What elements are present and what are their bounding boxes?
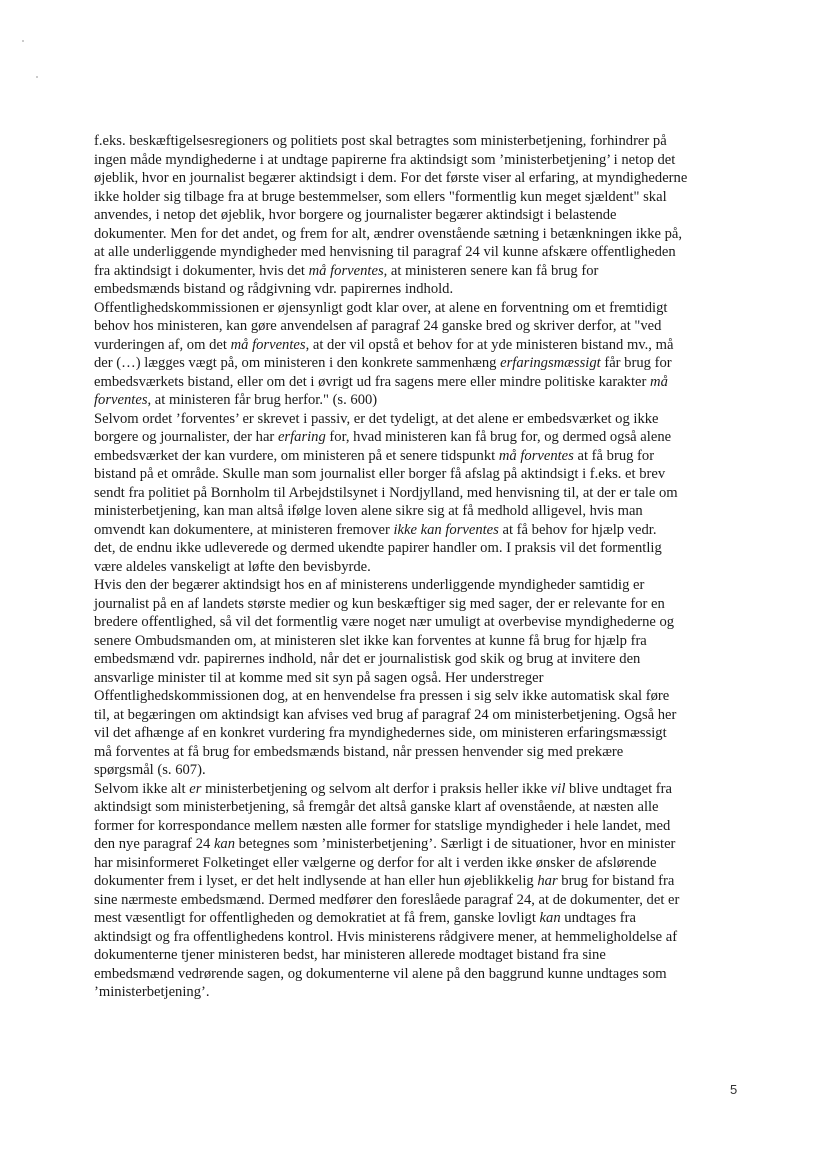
text-run: embedsmænds bistand og rådgivning vdr. papirernes indhold. — [94, 281, 454, 297]
text-line — [94, 724, 744, 743]
text-run: f.eks. beskæftigelsesregioners og politiets post skal betragtes som ministerbetjening, forhindrer på — [94, 133, 667, 149]
text-run: undtages fra — [560, 910, 636, 926]
text-run: til, at begæringen om aktindsigt kan afvises ved brug af paragraf 24 om ministerbetjening. Også her — [94, 706, 677, 723]
text-run: Hvis den der begærer aktindsigt hos en af ministerens underliggende myndigheder samtidig er — [94, 577, 645, 593]
text-line — [94, 465, 744, 484]
text-line — [94, 373, 744, 392]
text-line — [94, 835, 744, 854]
text-run: aktindsigt og fra offentlighedens kontrol. Hvis ministerens rådgivere mener, at hemmeligholdelse af — [94, 928, 678, 945]
text-run: , at ministeren får brug herfor." (s. 600) — [147, 392, 378, 408]
italic-text-run: forventes — [94, 392, 148, 408]
text-run: sine nærmeste embedsmænd. Dermed medfører den foreslåede paragraf 24, at de dokumenter, det er — [94, 891, 680, 908]
text-line — [94, 243, 744, 262]
text-line — [94, 706, 744, 725]
text-line — [94, 928, 744, 947]
text-line — [94, 650, 744, 669]
text-run: anvendes, i netop det øjeblik, hvor borgere og journalister begærer aktindsigt i belastende — [94, 207, 617, 223]
text-run: det, de endnu ikke udleverede og dermed ukendte papirer handler om. I praksis vil det formentlig — [94, 540, 662, 556]
scan-speck — [36, 76, 38, 78]
text-run: bistand på et område. Skulle man som journalist eller borger få afslag på aktindsigt i f.eks. et brev — [94, 466, 666, 482]
text-run: , at ministeren senere kan få brug for — [383, 262, 599, 279]
text-run: mest væsentligt for offentligheden og demokratiet at få frem, ganske lovligt — [94, 910, 540, 926]
italic-text-run: ikke kan forventes — [393, 521, 499, 538]
text-run: ministerbetjening, kan man altså ifølge loven alene sikre sig at få medhold alligevel, hvis man — [94, 503, 643, 519]
text-line — [94, 595, 744, 614]
text-run: den nye paragraf 24 — [94, 836, 214, 852]
text-run: ministerbetjening og selvom alt derfor i praksis heller ikke — [201, 780, 551, 797]
text-line — [94, 539, 744, 558]
text-run: øjeblik, hvor en journalist begærer aktindsigt i dem. For det første viser al erfaring, at myndighederne — [94, 170, 688, 186]
text-run: Offentlighedskommissionen er øjensynligt godt klar over, at alene en forventning om et fremtidigt — [94, 299, 668, 316]
italic-text-run: er — [189, 780, 202, 797]
text-line — [94, 965, 744, 984]
text-run: fra aktindsigt i dokumenter, hvis det — [94, 262, 309, 279]
italic-text-run: må forventes — [308, 262, 384, 279]
text-line — [94, 761, 744, 780]
text-run: embedsværket der kan vurdere, om ministeren på et senere tidspunkt — [94, 447, 499, 464]
text-line — [94, 558, 744, 577]
text-line — [94, 780, 744, 799]
text-line — [94, 576, 744, 595]
text-line — [94, 299, 744, 318]
text-run: ansvarlige minister til at komme med sit syn på sagen også. Her understreger — [94, 669, 544, 686]
text-line — [94, 687, 744, 706]
text-line — [94, 743, 744, 762]
text-line — [94, 317, 744, 336]
text-run: ’ministerbetjening’. — [94, 984, 210, 1000]
text-line — [94, 410, 744, 429]
text-run: , at der vil opstå et behov for at yde ministeren bistand mv., må — [305, 336, 674, 353]
text-line — [94, 632, 744, 651]
italic-text-run: kan — [539, 910, 561, 926]
text-run: får brug for — [600, 355, 672, 371]
text-line — [94, 354, 744, 373]
text-line — [94, 983, 744, 1002]
text-run: borgere og journalister, der har — [94, 429, 278, 445]
text-run: for, hvad ministeren kan få brug for, og dermed også alene — [325, 429, 672, 445]
text-run: spørgsmål (s. 607). — [94, 762, 206, 778]
text-line — [94, 613, 744, 632]
text-line — [94, 428, 744, 447]
text-run: være aldeles vanskeligt at løfte den bevisbyrde. — [94, 558, 371, 575]
text-run: brug for bistand fra — [557, 873, 675, 889]
italic-text-run: må — [650, 373, 668, 390]
text-run: Selvom ordet ’forventes’ er skrevet i passiv, er det tydeligt, at det alene er embedsværket og ikke — [94, 410, 659, 427]
text-run: må forventes at få brug for embedsmænds bistand, når pressen henvender sig med prekære — [94, 743, 624, 760]
italic-text-run: må forventes — [498, 447, 574, 464]
text-line — [94, 798, 744, 817]
text-line — [94, 206, 744, 225]
text-line — [94, 188, 744, 207]
text-run: aktindsigt som ministerbetjening, så fremgår det altså ganske klart af ovenstående, at næsten alle — [94, 799, 659, 815]
text-line — [94, 817, 744, 836]
text-run: omvendt kan dokumentere, at ministeren fremover — [94, 521, 394, 538]
text-line — [94, 132, 744, 151]
text-run: at få behov for hjælp vedr. — [498, 521, 657, 538]
document-body — [94, 132, 744, 1002]
text-line — [94, 447, 744, 466]
text-line — [94, 336, 744, 355]
text-run: sendt fra politiet på Bornholm til Arbejdstilsynet i Nordjylland, med henvisning til, at der er tale om — [94, 484, 678, 501]
text-line — [94, 280, 744, 299]
text-run: har misinformeret Folketinget eller vælgerne og derfor for alt i verden ikke ønsker de afslørende — [94, 854, 657, 871]
text-run: blive undtaget fra — [565, 780, 672, 797]
text-run: journalist på en af landets største medier og kun beskæftiger sig med sager, der er relevante for en — [94, 595, 665, 612]
text-line — [94, 151, 744, 170]
text-run: betegnes som ’ministerbetjening’. Særligt i de situationer, hvor en minister — [235, 836, 676, 852]
text-run: ikke holder sig tilbage fra at bruge bestemmelser, som ellers "formentlig kun meget sjældent" skal — [94, 188, 667, 205]
text-run: at alle underliggende myndigheder med henvisning til paragraf 24 vil kunne afskære offentligheden — [94, 244, 676, 260]
text-line — [94, 225, 744, 244]
text-run: dokumenter frem i lyset, er det helt indlysende at han eller hun øjeblikkelig — [94, 873, 538, 889]
text-run: vurderingen af, om det — [94, 336, 231, 353]
scan-speck — [22, 40, 24, 42]
text-run: bredere offentlighed, så vil det formentlig være noget nær umuligt at overbevise myndighederne og — [94, 614, 675, 630]
text-line — [94, 169, 744, 188]
italic-text-run: erfaringsmæssigt — [500, 355, 601, 371]
text-run: dokumenter. Men for det andet, og frem for alt, ændrer ovenstående sætning i betænkningen ikke på, — [94, 225, 683, 242]
text-run: ingen måde myndighederne i at undtage papirerne fra aktindsigt som ’ministerbetjening’ i netop det — [94, 151, 676, 168]
text-line — [94, 391, 744, 410]
italic-text-run: må forventes — [230, 336, 306, 353]
text-run: der (…) lægges vægt på, om ministeren i den konkrete sammenhæng — [94, 355, 501, 371]
text-run: vil det afhænge af en konkret vurdering fra myndighedernes side, om ministeren erfaringsmæssigt — [94, 725, 667, 741]
text-line — [94, 854, 744, 873]
text-line — [94, 909, 744, 928]
text-run: behov hos ministeren, kan gøre anvendelsen af paragraf 24 ganske bred og skriver derfor, at "ved — [94, 318, 662, 334]
text-run: embedsmænd vdr. papirernes indhold, når det er journalistisk god skik og brug at invitere den — [94, 651, 641, 667]
text-run: dokumenterne tjener ministeren bedst, har ministeren allerede modtaget bistand fra sine — [94, 947, 606, 963]
text-line — [94, 484, 744, 503]
italic-text-run: kan — [213, 836, 236, 852]
text-line — [94, 262, 744, 281]
text-line — [94, 872, 744, 891]
text-run: Offentlighedskommissionen dog, at en henvendelse fra pressen i sig selv ikke automatisk skal føre — [94, 688, 670, 704]
page-number: 5 — [730, 1082, 738, 1097]
text-run: at få brug for — [573, 447, 655, 464]
text-line — [94, 521, 744, 540]
italic-text-run: vil — [550, 780, 566, 797]
italic-text-run: har — [537, 873, 558, 889]
italic-text-run: erfaring — [277, 429, 326, 445]
text-run: senere Ombudsmanden om, at ministeren slet ikke kan forventes at kunne få brug for hjælp fra — [94, 632, 647, 649]
text-run: embedsværkets bistand, eller om det i øvrigt ud fra sagens mere eller mindre politiske karakter — [94, 373, 651, 390]
text-run: Selvom ikke alt — [94, 780, 190, 797]
text-line — [94, 669, 744, 688]
text-line — [94, 891, 744, 910]
text-run: embedsmænd vedrørende sagen, og dokumenterne vil alene på den baggrund kunne undtages som — [94, 965, 667, 982]
text-line — [94, 502, 744, 521]
text-run: former for korrespondance mellem næsten alle former for statslige myndigheder i hele landet, med — [94, 817, 671, 834]
text-line — [94, 946, 744, 965]
